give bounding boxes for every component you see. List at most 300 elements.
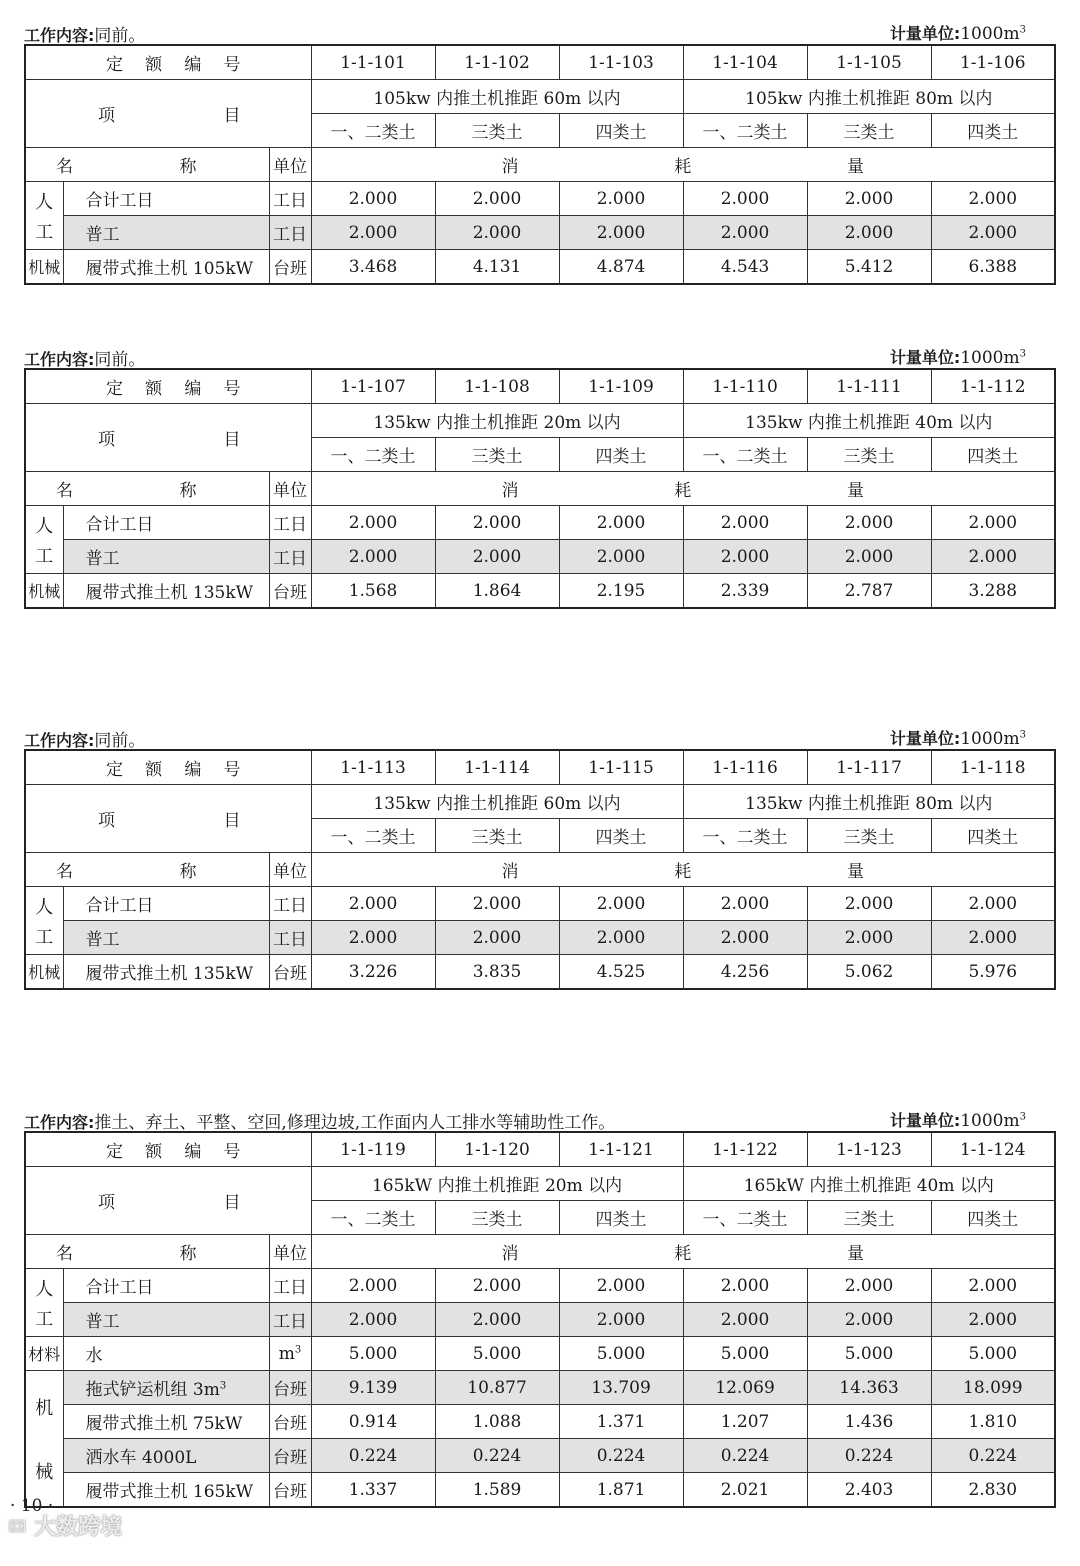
soil-type: 三类土 [807, 1201, 931, 1235]
table-row [25, 216, 1055, 250]
table-row [25, 1303, 1055, 1337]
consumption-value: 2.000 [559, 216, 683, 250]
item-name-text: 水 [85, 1346, 103, 1366]
soil-type: 一、二类土 [311, 438, 435, 472]
item-name-text: 履带式推土机 105kW [85, 259, 254, 279]
item-name-text: 履带式推土机 75kW [85, 1414, 243, 1434]
consumption-header-char: 消 [501, 1244, 519, 1264]
table-row [25, 921, 1055, 955]
work-content-label: 工作内容: [24, 350, 95, 369]
item-header-char: 目 [223, 1193, 241, 1213]
consumption-value: 3.468 [311, 250, 435, 285]
item-name-text: 普工 [85, 225, 120, 245]
unit-header: 单位 [269, 853, 311, 887]
consumption-value: 2.000 [559, 540, 683, 574]
work-content [24, 21, 145, 46]
consumption-value: 2.021 [683, 1473, 807, 1508]
table-header-line [24, 18, 1056, 44]
quota-code: 1-1-107 [311, 369, 435, 404]
category-char: 工 [35, 221, 54, 243]
item-unit-text: 台班 [273, 1482, 308, 1502]
unit-header: 单位 [269, 148, 311, 182]
distance-group: 135kw 内推土机推距 60m 以内 [311, 785, 683, 819]
consumption-value: 2.000 [435, 921, 559, 955]
consumption-value: 2.787 [807, 574, 931, 609]
consumption-value: 2.000 [931, 216, 1055, 250]
consumption-header-char: 耗 [674, 481, 692, 501]
consumption-value: 5.000 [807, 1337, 931, 1371]
quota-code: 1-1-109 [559, 369, 683, 404]
category-char: 工 [35, 545, 54, 567]
code-header-char: 编 [184, 760, 202, 780]
consumption-value: 0.224 [683, 1439, 807, 1473]
consumption-value: 2.000 [683, 887, 807, 921]
measure-unit-value: 1000m [960, 348, 1020, 368]
consumption-value: 2.000 [435, 182, 559, 216]
item-unit-text: 台班 [273, 1414, 308, 1434]
consumption-value: 2.000 [683, 182, 807, 216]
item-name [63, 506, 269, 540]
measure-unit-sup: 3 [1019, 348, 1026, 360]
code-header-char: 定 [106, 760, 123, 780]
category-char: 械 [35, 1461, 54, 1483]
quota-code: 1-1-110 [683, 369, 807, 404]
soil-type: 三类土 [807, 114, 931, 148]
category-char: 人 [35, 1278, 54, 1300]
consumption-header-char: 量 [847, 157, 865, 177]
consumption-value: 12.069 [683, 1371, 807, 1405]
measure-unit-value: 1000m [960, 24, 1020, 44]
consumption-value: 2.000 [435, 887, 559, 921]
quota-code: 1-1-113 [311, 750, 435, 785]
quota-code: 1-1-103 [559, 45, 683, 80]
group-row [25, 785, 1055, 819]
consumption-value: 9.139 [311, 1371, 435, 1405]
code-header-char: 号 [223, 55, 241, 75]
table-row [25, 1269, 1055, 1303]
table-header-line [24, 723, 1056, 749]
consumption-value: 2.000 [807, 216, 931, 250]
consumption-value: 1.207 [683, 1405, 807, 1439]
item-unit-text: 台班 [273, 1448, 308, 1468]
item-header-char: 目 [223, 106, 241, 126]
code-header-char: 号 [223, 379, 241, 399]
consumption-value: 4.525 [559, 955, 683, 990]
quota-code: 1-1-117 [807, 750, 931, 785]
consumption-value: 2.195 [559, 574, 683, 609]
name-row [25, 472, 1055, 506]
item-unit [269, 574, 311, 609]
item-unit [269, 1473, 311, 1508]
item-unit-text: 台班 [273, 964, 308, 984]
category-char: 工 [35, 926, 54, 948]
consumption-value: 2.403 [807, 1473, 931, 1508]
consumption-value: 2.000 [931, 921, 1055, 955]
item-unit [269, 1405, 311, 1439]
item-unit [269, 506, 311, 540]
item-name [63, 1337, 269, 1371]
name-header-char: 名 [56, 481, 73, 501]
item-name [63, 182, 269, 216]
quota-code: 1-1-105 [807, 45, 931, 80]
consumption-value: 2.000 [435, 506, 559, 540]
measure-unit-value: 1000m [960, 729, 1020, 749]
quota-table [24, 368, 1056, 609]
soil-type: 四类土 [931, 114, 1055, 148]
consumption-value: 0.224 [807, 1439, 931, 1473]
quota-table [24, 1131, 1056, 1508]
quota-code: 1-1-108 [435, 369, 559, 404]
measure-unit-label: 计量单位: [889, 348, 961, 367]
item-name-sup: 3 [219, 1380, 227, 1392]
table-row [25, 1439, 1055, 1473]
consumption-value: 4.131 [435, 250, 559, 285]
consumption-value: 2.000 [311, 1269, 435, 1303]
name-header-char: 名 [56, 1244, 73, 1264]
name-header-char: 称 [179, 1244, 197, 1264]
code-header [25, 369, 311, 404]
item-name [63, 216, 269, 250]
consumption-value: 2.000 [311, 540, 435, 574]
category-labor [25, 1269, 63, 1337]
category-char: 人 [35, 515, 54, 537]
soil-type: 四类土 [559, 438, 683, 472]
item-name [63, 887, 269, 921]
consumption-value: 18.099 [931, 1371, 1055, 1405]
consumption-value: 5.062 [807, 955, 931, 990]
consumption-value: 2.000 [559, 1269, 683, 1303]
item-name-text: 普工 [85, 549, 120, 569]
measure-unit [890, 1108, 1026, 1131]
item-unit-text: 工日 [273, 225, 308, 245]
soil-type: 四类土 [559, 114, 683, 148]
consumption-header-char: 耗 [674, 862, 692, 882]
soil-type: 三类土 [807, 438, 931, 472]
consumption-value: 2.000 [311, 887, 435, 921]
consumption-value: 5.000 [683, 1337, 807, 1371]
soil-type: 一、二类土 [683, 819, 807, 853]
soil-type: 四类土 [559, 819, 683, 853]
category-material: 材料 [25, 1337, 63, 1371]
category-machine: 机械 [25, 574, 63, 609]
quota-code: 1-1-115 [559, 750, 683, 785]
table-row [25, 887, 1055, 921]
soil-type: 三类土 [435, 114, 559, 148]
soil-type: 一、二类土 [683, 1201, 807, 1235]
consumption-value: 2.000 [683, 506, 807, 540]
consumption-value: 5.976 [931, 955, 1055, 990]
spacer [24, 1047, 1056, 1105]
work-content-label: 工作内容: [24, 1113, 95, 1132]
name-header-char: 称 [179, 157, 197, 177]
consumption-value: 2.000 [435, 216, 559, 250]
consumption-value: 2.000 [807, 887, 931, 921]
consumption-value: 6.388 [931, 250, 1055, 285]
code-header-char: 定 [106, 1142, 123, 1162]
quota-code: 1-1-118 [931, 750, 1055, 785]
item-unit-text: 工日 [273, 191, 308, 211]
category-machine [25, 1371, 63, 1508]
item-name [63, 955, 269, 990]
code-row [25, 1132, 1055, 1167]
consumption-value: 2.339 [683, 574, 807, 609]
quota-page [24, 18, 1056, 1566]
quota-code: 1-1-116 [683, 750, 807, 785]
item-name-text: 合计工日 [85, 896, 154, 916]
item-unit [269, 1371, 311, 1405]
measure-unit-label: 计量单位: [889, 1111, 961, 1130]
item-name-text: 拖式铲运机组 3m [85, 1380, 220, 1400]
quota-code: 1-1-104 [683, 45, 807, 80]
item-name [63, 574, 269, 609]
consumption-value: 1.337 [311, 1473, 435, 1508]
item-header-char: 项 [98, 430, 115, 450]
quota-block [24, 342, 1056, 609]
watermark [8, 1510, 122, 1541]
table-row [25, 540, 1055, 574]
item-name-text: 履带式推土机 135kW [85, 583, 254, 603]
distance-group: 165kW 内推土机推距 20m 以内 [311, 1167, 683, 1201]
table-row [25, 955, 1055, 990]
name-row [25, 853, 1055, 887]
item-name [63, 540, 269, 574]
item-unit-text: 工日 [273, 1312, 308, 1332]
name-header-char: 称 [179, 862, 197, 882]
measure-unit-label: 计量单位: [889, 729, 961, 748]
item-name-text: 履带式推土机 135kW [85, 964, 254, 984]
item-unit-text: m [278, 1343, 295, 1364]
quota-code: 1-1-106 [931, 45, 1055, 80]
distance-group: 135kw 内推土机推距 20m 以内 [311, 404, 683, 438]
soil-type: 三类土 [435, 819, 559, 853]
consumption-value: 2.000 [807, 1303, 931, 1337]
item-unit [269, 921, 311, 955]
distance-group: 165kW 内推土机推距 40m 以内 [683, 1167, 1055, 1201]
consumption-value: 3.226 [311, 955, 435, 990]
consumption-value: 2.000 [931, 1303, 1055, 1337]
category-machine: 机械 [25, 955, 63, 990]
consumption-value: 4.256 [683, 955, 807, 990]
consumption-header-char: 耗 [674, 157, 692, 177]
item-unit-text: 台班 [273, 583, 308, 603]
item-unit [269, 540, 311, 574]
item-name [63, 1269, 269, 1303]
consumption-value: 2.000 [311, 216, 435, 250]
category-labor [25, 182, 63, 250]
code-header-char: 编 [184, 55, 202, 75]
item-name-text: 洒水车 4000L [85, 1448, 197, 1468]
item-name-text: 普工 [85, 930, 120, 950]
consumption-value: 5.000 [435, 1337, 559, 1371]
quota-code: 1-1-111 [807, 369, 931, 404]
soil-type: 三类土 [435, 438, 559, 472]
table-header-line [24, 342, 1056, 368]
measure-unit-label: 计量单位: [889, 24, 961, 43]
consumption-value: 0.224 [931, 1439, 1055, 1473]
item-name-text: 合计工日 [85, 1278, 154, 1298]
quota-block [24, 1105, 1056, 1508]
quota-block [24, 18, 1056, 285]
consumption-value: 2.000 [807, 506, 931, 540]
item-unit-text: 工日 [273, 549, 308, 569]
item-unit [269, 887, 311, 921]
code-header [25, 45, 311, 80]
consumption-value: 1.810 [931, 1405, 1055, 1439]
consumption-value: 2.000 [559, 887, 683, 921]
consumption-value: 2.000 [559, 921, 683, 955]
item-name [63, 1371, 269, 1405]
consumption-value: 2.000 [435, 540, 559, 574]
item-name [63, 1303, 269, 1337]
consumption-value: 2.000 [559, 182, 683, 216]
category-char: 人 [35, 191, 54, 213]
consumption-value: 1.864 [435, 574, 559, 609]
consumption-value: 1.871 [559, 1473, 683, 1508]
consumption-header [311, 1235, 1055, 1269]
consumption-value: 2.830 [931, 1473, 1055, 1508]
code-header-char: 额 [145, 1142, 163, 1162]
item-header-char: 项 [98, 1193, 115, 1213]
measure-unit-sup: 3 [1019, 1111, 1026, 1123]
item-unit-text: 工日 [273, 1278, 308, 1298]
quota-code: 1-1-120 [435, 1132, 559, 1167]
code-header [25, 750, 311, 785]
name-row [25, 148, 1055, 182]
watermark-text: 大数跨境 [34, 1515, 123, 1540]
consumption-value: 2.000 [931, 506, 1055, 540]
item-unit-sup: 3 [294, 1343, 302, 1355]
distance-group: 105kw 内推土机推距 80m 以内 [683, 80, 1055, 114]
consumption-header-char: 量 [847, 1244, 865, 1264]
consumption-value: 2.000 [807, 540, 931, 574]
table-row [25, 506, 1055, 540]
consumption-value: 2.000 [683, 540, 807, 574]
consumption-header-char: 耗 [674, 1244, 692, 1264]
consumption-value: 1.088 [435, 1405, 559, 1439]
code-header-char: 额 [145, 379, 163, 399]
name-header [25, 148, 269, 182]
table-row [25, 574, 1055, 609]
consumption-value: 2.000 [807, 921, 931, 955]
item-name [63, 1473, 269, 1508]
code-header-char: 号 [223, 760, 241, 780]
code-header-char: 编 [184, 1142, 202, 1162]
table-row [25, 1405, 1055, 1439]
table-row [25, 182, 1055, 216]
soil-type: 一、二类土 [311, 114, 435, 148]
group-row [25, 80, 1055, 114]
consumption-value: 2.000 [683, 216, 807, 250]
quota-code: 1-1-112 [931, 369, 1055, 404]
item-header [25, 80, 311, 148]
table-header-line [24, 1105, 1056, 1131]
item-unit [269, 955, 311, 990]
soil-type: 四类土 [931, 438, 1055, 472]
consumption-value: 2.000 [683, 1269, 807, 1303]
category-char: 工 [35, 1308, 54, 1330]
category-labor [25, 506, 63, 574]
measure-unit [890, 726, 1026, 749]
consumption-header [311, 472, 1055, 506]
name-header-char: 名 [56, 862, 73, 882]
page-number: · 10 · [10, 1496, 54, 1516]
item-name-text: 合计工日 [85, 515, 154, 535]
name-header [25, 472, 269, 506]
consumption-value: 1.436 [807, 1405, 931, 1439]
item-unit-text: 工日 [273, 930, 308, 950]
item-header-char: 项 [98, 106, 115, 126]
consumption-header-char: 消 [501, 862, 519, 882]
consumption-value: 2.000 [931, 540, 1055, 574]
code-header-char: 号 [223, 1142, 241, 1162]
spacer [24, 666, 1056, 723]
item-header [25, 785, 311, 853]
consumption-value: 2.000 [931, 1269, 1055, 1303]
consumption-value: 2.000 [311, 921, 435, 955]
soil-type: 四类土 [931, 819, 1055, 853]
code-header-char: 定 [106, 55, 123, 75]
item-unit [269, 1337, 311, 1371]
consumption-value: 10.877 [435, 1371, 559, 1405]
consumption-value: 2.000 [931, 887, 1055, 921]
item-name [63, 921, 269, 955]
category-machine: 机械 [25, 250, 63, 285]
consumption-value: 0.224 [435, 1439, 559, 1473]
code-header-char: 额 [145, 760, 163, 780]
quota-code: 1-1-102 [435, 45, 559, 80]
table-row [25, 250, 1055, 285]
work-content-text: 同前。 [94, 26, 146, 46]
code-header-char: 定 [106, 379, 123, 399]
item-unit-text: 台班 [273, 259, 308, 279]
consumption-header-char: 消 [501, 157, 519, 177]
consumption-header-char: 量 [847, 862, 865, 882]
category-char: 人 [35, 896, 54, 918]
measure-unit-sup: 3 [1019, 24, 1026, 36]
consumption-value: 2.000 [435, 1269, 559, 1303]
consumption-value: 2.000 [807, 182, 931, 216]
consumption-value: 2.000 [559, 506, 683, 540]
group-row [25, 404, 1055, 438]
consumption-value: 2.000 [311, 182, 435, 216]
consumption-value: 2.000 [435, 1303, 559, 1337]
quota-code: 1-1-119 [311, 1132, 435, 1167]
consumption-header-char: 量 [847, 481, 865, 501]
distance-group: 135kw 内推土机推距 80m 以内 [683, 785, 1055, 819]
item-name-text: 合计工日 [85, 191, 154, 211]
consumption-value: 0.224 [311, 1439, 435, 1473]
consumption-value: 0.914 [311, 1405, 435, 1439]
consumption-value: 5.000 [559, 1337, 683, 1371]
item-name [63, 1405, 269, 1439]
consumption-header [311, 853, 1055, 887]
work-content-text: 同前。 [94, 731, 146, 751]
item-name [63, 250, 269, 285]
quota-table [24, 44, 1056, 285]
item-header [25, 404, 311, 472]
work-content-text: 推土、弃土、平整、空回,修理边坡,工作面内人工排水等辅助性工作。 [94, 1113, 616, 1133]
consumption-value: 3.835 [435, 955, 559, 990]
soil-type: 三类土 [807, 819, 931, 853]
table-row [25, 1371, 1055, 1405]
code-header-char: 额 [145, 55, 163, 75]
table-row [25, 1473, 1055, 1508]
consumption-value: 5.000 [931, 1337, 1055, 1371]
consumption-value: 2.000 [683, 1303, 807, 1337]
unit-header: 单位 [269, 1235, 311, 1269]
soil-type: 一、二类土 [311, 1201, 435, 1235]
code-row [25, 45, 1055, 80]
